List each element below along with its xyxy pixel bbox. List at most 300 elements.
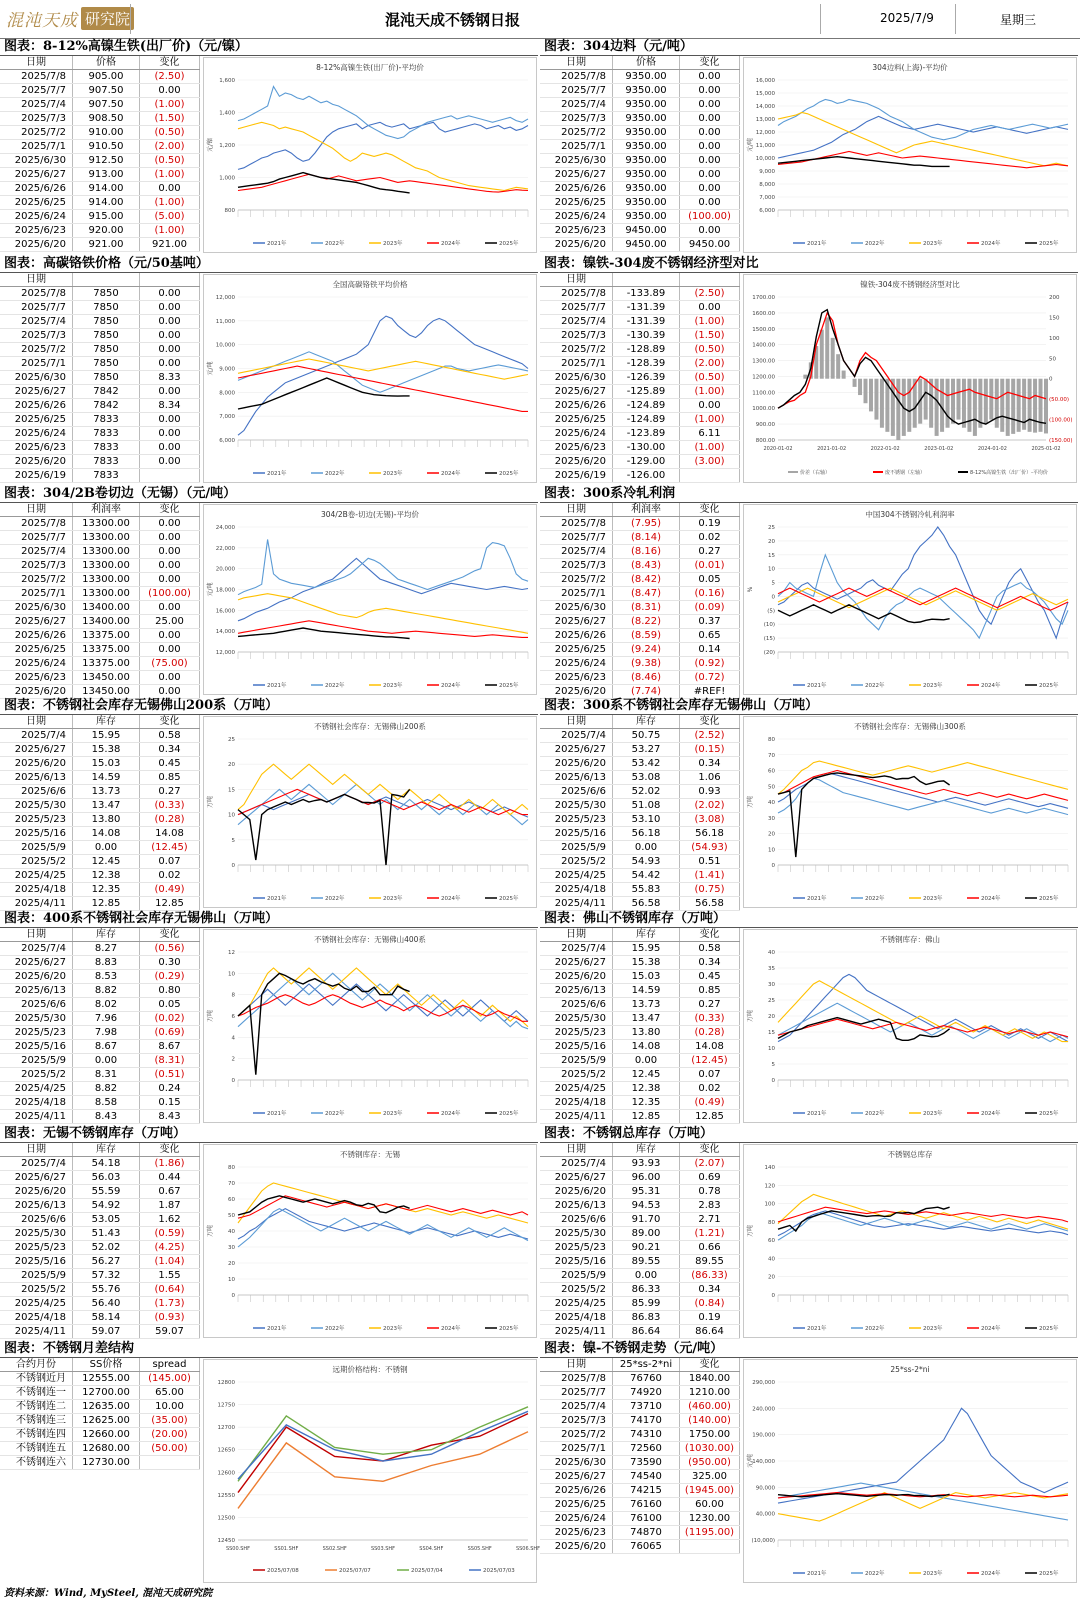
table-row: [540, 559, 740, 573]
y-tick-label: 80: [228, 1165, 235, 1171]
table-row: [0, 112, 200, 126]
table-row: [0, 771, 200, 785]
cell-value: (0.29): [140, 970, 200, 984]
y-axis-label: 万吨: [747, 795, 754, 809]
spread-bar: [973, 379, 977, 436]
table-row: [0, 126, 200, 140]
table-row: [540, 970, 740, 984]
cell-value: 8.27: [73, 942, 140, 956]
cell-value: 54.92: [73, 1199, 140, 1213]
cell-value: 0.15: [140, 1096, 200, 1110]
cell-value: 9350.00: [613, 98, 680, 112]
row-label: 2025/6/6: [0, 998, 73, 1012]
row-label: 2025/5/2: [540, 1068, 613, 1082]
panel-title: 图表：镍铁-304废不锈钢经济型对比: [540, 255, 1078, 273]
table-row: [0, 427, 200, 441]
panel-title: 图表：400系不锈钢社会库存无锡佛山（万吨）: [0, 910, 538, 928]
chart-title: 8-12%高镍生铁(出厂价)-平均价: [316, 63, 424, 72]
table-header-row: [0, 715, 200, 729]
cell-value: [680, 469, 740, 483]
cell-value: 86.33: [613, 1283, 680, 1297]
cell-value: 0.58: [140, 729, 200, 743]
cell-value: (0.69): [140, 1026, 200, 1040]
cell-value: 15.95: [613, 942, 680, 956]
cell-value: -128.39: [613, 357, 680, 371]
column-header: 变化: [140, 1143, 200, 1157]
report-header: [0, 0, 1080, 39]
y-tick-label: 16,000: [215, 608, 235, 615]
row-label: 2025/6/23: [540, 224, 613, 238]
cell-value: 74870: [613, 1526, 680, 1540]
y-tick-label: 15: [768, 552, 775, 559]
cell-value: 13.80: [73, 813, 140, 827]
column-header: 库存: [613, 715, 680, 729]
cell-value: -124.89: [613, 413, 680, 427]
table-row: [0, 559, 200, 573]
chart-title: 不锈钢社会库存：无锡佛山200系: [314, 722, 426, 731]
cell-value: 86.64: [613, 1325, 680, 1339]
cell-value: 0.00: [680, 168, 740, 182]
table-row: [0, 883, 200, 897]
table-row: [540, 1269, 740, 1283]
panel-p8: [540, 697, 1078, 909]
row-label: 2025/7/8: [540, 70, 613, 84]
legend-label: 2025年: [499, 896, 519, 902]
cell-value: 0.30: [140, 956, 200, 970]
row-label: 2025/7/3: [540, 329, 613, 343]
chart: [203, 1144, 537, 1338]
spread-bar: [825, 317, 829, 378]
legend-label: 2022年: [325, 471, 345, 477]
table-row: [0, 643, 200, 657]
column-header: 日期: [0, 56, 73, 70]
row-label: 2025/7/1: [0, 140, 73, 154]
cell-value: (2.00): [140, 140, 200, 154]
cell-value: (4.25): [140, 1241, 200, 1255]
row-label: 2025/4/11: [540, 1110, 613, 1124]
chart-title: 不锈钢库存：无锡: [340, 1150, 400, 1159]
row-label: 2025/7/4: [0, 729, 73, 743]
y-tick-label: 40: [228, 1229, 235, 1235]
chart-title: 远期价格结构：不锈钢: [332, 1365, 408, 1374]
legend-label: 2024年: [981, 1111, 1001, 1117]
cell-value: 15.95: [73, 729, 140, 743]
row-label: 2025/6/25: [0, 643, 73, 657]
cell-value: (1945.00): [680, 1484, 740, 1498]
series-line-2025年: [238, 628, 410, 639]
cell-value: 13375.00: [73, 629, 140, 643]
table-row: [0, 1185, 200, 1199]
row-label: 2025/4/11: [540, 1325, 613, 1339]
panel-title: 图表：304/2B卷切边（无锡）（元/吨）: [0, 485, 538, 503]
y-tick-label: 14,000: [215, 629, 235, 636]
cell-value: (8.31): [140, 1054, 200, 1068]
legend-label: 2023年: [383, 683, 403, 689]
chart: [743, 1144, 1077, 1338]
table-row: [540, 413, 740, 427]
table-row: [540, 942, 740, 956]
row-label: 2025/4/18: [0, 1096, 73, 1110]
cell-value: 0.00: [140, 517, 200, 531]
table-row: [540, 1241, 740, 1255]
cell-value: 915.00: [73, 210, 140, 224]
table-row: [540, 1540, 740, 1554]
cell-value: 52.02: [73, 1241, 140, 1255]
y-tick-label: 11,000: [755, 143, 775, 149]
cell-value: 15.38: [73, 743, 140, 757]
y-tick-label: 6: [231, 1014, 235, 1020]
row-label: 2025/7/4: [540, 545, 613, 559]
header-divider: [955, 4, 956, 34]
column-header: [140, 273, 200, 287]
row-label: 2025/6/30: [540, 1456, 613, 1470]
row-label: 2025/6/6: [0, 785, 73, 799]
row-label: 2025/6/20: [540, 685, 613, 699]
table-row: [0, 813, 200, 827]
series-line-2021年: [238, 1209, 528, 1239]
cell-value: 13.80: [613, 1026, 680, 1040]
series-line-2022年: [238, 784, 528, 824]
table-row: [540, 1470, 740, 1484]
cell-value: -126.00: [613, 469, 680, 483]
legend-label: 2025年: [1039, 241, 1059, 247]
column-header: 合约月份: [0, 1358, 73, 1372]
cell-value: 0.00: [140, 182, 200, 196]
y-axis-label: 万吨: [207, 795, 214, 809]
row-label: 2025/5/9: [0, 1269, 73, 1283]
table-row: [0, 615, 200, 629]
row-label: 2025/4/11: [0, 1325, 73, 1339]
cell-value: 0.00: [680, 126, 740, 140]
cell-value: (50.00): [140, 1442, 200, 1456]
row-label: 2025/7/3: [540, 1414, 613, 1428]
row-label: 2025/6/26: [540, 399, 613, 413]
column-header: 库存: [73, 928, 140, 942]
table-row: [540, 643, 740, 657]
y-axis-label: 元/吨: [747, 1453, 754, 1469]
cell-value: 907.50: [73, 84, 140, 98]
row-label: 2025/7/2: [540, 573, 613, 587]
row-label: 2025/6/26: [540, 1484, 613, 1498]
y2-tick-label: (100.00): [1049, 417, 1073, 424]
y-tick-label: 25: [228, 737, 235, 743]
row-label: 2025/6/6: [540, 998, 613, 1012]
column-header: [680, 273, 740, 287]
y-tick-label: 1100.00: [752, 390, 775, 397]
panel-title: 图表：不锈钢社会库存无锡佛山200系（万吨）: [0, 697, 538, 715]
cell-value: 8.43: [140, 1110, 200, 1124]
panel-title: 图表：无锡不锈钢库存（万吨）: [0, 1125, 538, 1143]
row-label: 2025/6/26: [540, 182, 613, 196]
cell-value: 0.00: [680, 84, 740, 98]
table-row: [0, 841, 200, 855]
row-label: 2025/6/19: [540, 469, 613, 483]
spread-bar: [978, 379, 982, 428]
chart-svg: [744, 58, 1076, 252]
cell-value: 74310: [613, 1428, 680, 1442]
cell-value: 12555.00: [73, 1372, 140, 1386]
spread-bar: [956, 379, 960, 420]
table-row: [0, 301, 200, 315]
cell-value: 76100: [613, 1512, 680, 1526]
data-table: [0, 56, 200, 252]
y-tick-label: 140: [764, 1165, 775, 1171]
table-row: [540, 1414, 740, 1428]
table-row: [0, 517, 200, 531]
cell-value: (0.50): [680, 343, 740, 357]
legend-label: 2022年: [865, 1326, 885, 1332]
table-row: [0, 399, 200, 413]
row-label: 2025/6/24: [0, 427, 73, 441]
legend-label: 2022年: [325, 1326, 345, 1332]
y-tick-label: 70: [228, 1181, 235, 1187]
cell-value: (0.50): [680, 371, 740, 385]
report-date: 2025/7/9: [880, 11, 934, 25]
legend-label: 2021年: [807, 1326, 827, 1332]
legend-label: 2025年: [499, 1326, 519, 1332]
table-row: [540, 743, 740, 757]
table-row: [540, 238, 740, 252]
table-row: [0, 1428, 200, 1442]
legend-label: 2021年: [267, 683, 287, 689]
legend-label: 2023年: [923, 241, 943, 247]
x-tick-label: 2024-01-02: [977, 446, 1007, 452]
cell-value: 96.00: [613, 1171, 680, 1185]
table-row: [0, 1255, 200, 1269]
series-line-2025年: [778, 1207, 950, 1231]
row-label: 2025/7/4: [0, 1157, 73, 1171]
series-line-2025年: [238, 378, 410, 409]
table-row: [0, 1110, 200, 1124]
y-tick-label: 12750: [217, 1402, 235, 1409]
row-label: 2025/6/27: [0, 615, 73, 629]
cell-value: 7.98: [73, 1026, 140, 1040]
table-row: [0, 998, 200, 1012]
table-row: [0, 196, 200, 210]
y-tick-label: 13,000: [755, 117, 775, 123]
row-label: 2025/6/25: [0, 413, 73, 427]
cell-value: 914.00: [73, 182, 140, 196]
table-row: [0, 1096, 200, 1110]
cell-value: 7842: [73, 385, 140, 399]
chart-svg: [204, 1360, 541, 1582]
cell-value: 0.00: [140, 643, 200, 657]
cell-value: 920.00: [73, 224, 140, 238]
y-tick-label: 35: [768, 966, 775, 972]
cell-value: 57.32: [73, 1269, 140, 1283]
cell-value: (12.45): [680, 1054, 740, 1068]
row-label: 2025/6/27: [0, 385, 73, 399]
legend-label: 2023年: [923, 896, 943, 902]
chart-svg: [204, 505, 536, 694]
row-label: 2025/7/3: [0, 329, 73, 343]
y-tick-label: 20: [768, 831, 775, 838]
cell-value: 0.66: [680, 1241, 740, 1255]
table-row: [0, 743, 200, 757]
table-row: [540, 757, 740, 771]
spread-bar: [858, 379, 862, 395]
cell-value: 912.50: [73, 154, 140, 168]
cell-value: 0.00: [680, 399, 740, 413]
row-label: 不锈钢连二: [0, 1400, 73, 1414]
row-label: 2025/7/4: [0, 98, 73, 112]
table-row: [540, 343, 740, 357]
legend-label: 2024年: [981, 896, 1001, 902]
table-row: [0, 210, 200, 224]
brand-logo: [6, 5, 134, 31]
cell-value: 9350.00: [613, 70, 680, 84]
table-row: [0, 799, 200, 813]
chart-svg: [744, 275, 1076, 482]
series-line-2023年: [238, 1183, 528, 1223]
cell-value: 8.83: [73, 956, 140, 970]
table-row: [0, 531, 200, 545]
panel-title: 图表：不锈钢月差结构: [0, 1340, 538, 1358]
y-tick-label: 7,000: [759, 195, 775, 201]
row-label: 2025/5/9: [540, 1269, 613, 1283]
cell-value: 908.50: [73, 112, 140, 126]
row-label: 2025/7/7: [0, 84, 73, 98]
cell-value: 7833: [73, 413, 140, 427]
row-label: 2025/7/8: [540, 287, 613, 301]
column-header: 变化: [680, 1143, 740, 1157]
cell-value: 10.00: [140, 1400, 200, 1414]
table-row: [540, 469, 740, 483]
table-row: [0, 942, 200, 956]
table-row: [540, 224, 740, 238]
cell-value: [680, 1540, 740, 1554]
cell-value: 0.00: [140, 629, 200, 643]
table-row: [0, 287, 200, 301]
cell-value: 8.82: [73, 1082, 140, 1096]
cell-value: 905.00: [73, 70, 140, 84]
y-axis-label: %: [747, 586, 754, 593]
spread-bar: [951, 379, 955, 424]
cell-value: 13400.00: [73, 601, 140, 615]
cell-value: 12730.00: [73, 1456, 140, 1470]
column-header: 库存: [73, 715, 140, 729]
table-row: [540, 573, 740, 587]
panel-p3: [0, 255, 538, 484]
panel-p11: [0, 1125, 538, 1339]
table-row: [540, 168, 740, 182]
cell-value: 13400.00: [73, 615, 140, 629]
x-tick-label: SS05.SHF: [467, 1546, 492, 1552]
legend-label: 2025/07/07: [339, 1568, 371, 1574]
spread-bar: [924, 379, 928, 420]
row-label: 2025/7/1: [540, 140, 613, 154]
row-label: 2025/6/20: [540, 757, 613, 771]
y-tick-label: 70: [768, 752, 775, 759]
cell-value: 90.21: [613, 1241, 680, 1255]
table-row: [540, 441, 740, 455]
column-header: 利润率: [613, 503, 680, 517]
y-tick-label: 12: [228, 950, 235, 956]
legend-label: 2021年: [267, 471, 287, 477]
logo-badge: 研究院: [81, 7, 134, 30]
y-tick-label: 15,000: [755, 91, 775, 97]
legend-label: 2025年: [1039, 683, 1059, 689]
table-row: [540, 182, 740, 196]
cell-value: 54.93: [613, 855, 680, 869]
chart-title: 中国304不锈钢冷轧利润率: [865, 510, 955, 519]
cell-value: 0.67: [140, 1185, 200, 1199]
x-tick-label: 2021-01-02: [817, 446, 847, 452]
cell-value: (1.73): [140, 1297, 200, 1311]
table-row: [540, 657, 740, 671]
table-row: [0, 1325, 200, 1339]
cell-value: -131.39: [613, 301, 680, 315]
cell-value: 13.73: [613, 998, 680, 1012]
spread-bar: [907, 379, 911, 432]
cell-value: (0.93): [140, 1311, 200, 1325]
spread-bar: [820, 330, 824, 379]
cell-value: 54.18: [73, 1157, 140, 1171]
table-row: [540, 956, 740, 970]
table-row: [0, 657, 200, 671]
data-table: [540, 1143, 740, 1339]
cell-value: 13.47: [613, 1012, 680, 1026]
cell-value: 94.53: [613, 1199, 680, 1213]
chart-svg: [744, 1145, 1076, 1337]
y-tick-label: 6,000: [759, 208, 775, 214]
cell-value: 7833: [73, 455, 140, 469]
y-axis-label: 万吨: [747, 1009, 754, 1023]
table-row: [540, 315, 740, 329]
row-label: 2025/7/3: [540, 559, 613, 573]
data-table: [540, 715, 740, 911]
table-row: [540, 785, 740, 799]
row-label: 2025/6/27: [540, 615, 613, 629]
spread-bar: [1028, 379, 1032, 432]
y-tick-label: 1400.00: [752, 342, 775, 349]
cell-value: 9350.00: [613, 182, 680, 196]
cell-value: 1840.00: [680, 1372, 740, 1386]
row-label: 2025/6/20: [540, 1540, 613, 1554]
row-label: 2025/4/25: [0, 1082, 73, 1096]
table-row: [0, 154, 200, 168]
row-label: 2025/6/26: [0, 182, 73, 196]
legend-label: 2022年: [865, 683, 885, 689]
logo-text: 混沌天成: [6, 10, 78, 31]
cell-value: (54.93): [680, 841, 740, 855]
chart-title: 304边料(上海)-平均价: [872, 63, 948, 72]
cell-value: 89.55: [613, 1255, 680, 1269]
row-label: 2025/7/4: [0, 315, 73, 329]
cell-value: 0.00: [73, 841, 140, 855]
row-label: 2025/5/9: [540, 841, 613, 855]
data-table: [540, 273, 740, 483]
cell-value: 0.00: [680, 182, 740, 196]
cell-value: 0.80: [140, 984, 200, 998]
series-line-2025/07/07: [238, 1432, 528, 1509]
cell-value: 9350.00: [613, 210, 680, 224]
cell-value: 0.00: [140, 427, 200, 441]
spread-bar: [995, 379, 999, 428]
row-label: 2025/7/8: [0, 287, 73, 301]
table-row: [540, 897, 740, 911]
row-label: 2025/4/18: [0, 883, 73, 897]
y-tick-label: 10: [228, 812, 235, 819]
legend-label: 2023年: [923, 1111, 943, 1117]
row-label: 2025/5/23: [0, 1241, 73, 1255]
chart: [203, 57, 537, 253]
y-tick-label: 20: [768, 1014, 775, 1020]
row-label: 2025/7/7: [540, 301, 613, 315]
panel-p12: [540, 1125, 1078, 1339]
chart-title: 镍铁-304废不锈钢经济型对比: [860, 280, 960, 289]
row-label: 2025/7/3: [540, 112, 613, 126]
